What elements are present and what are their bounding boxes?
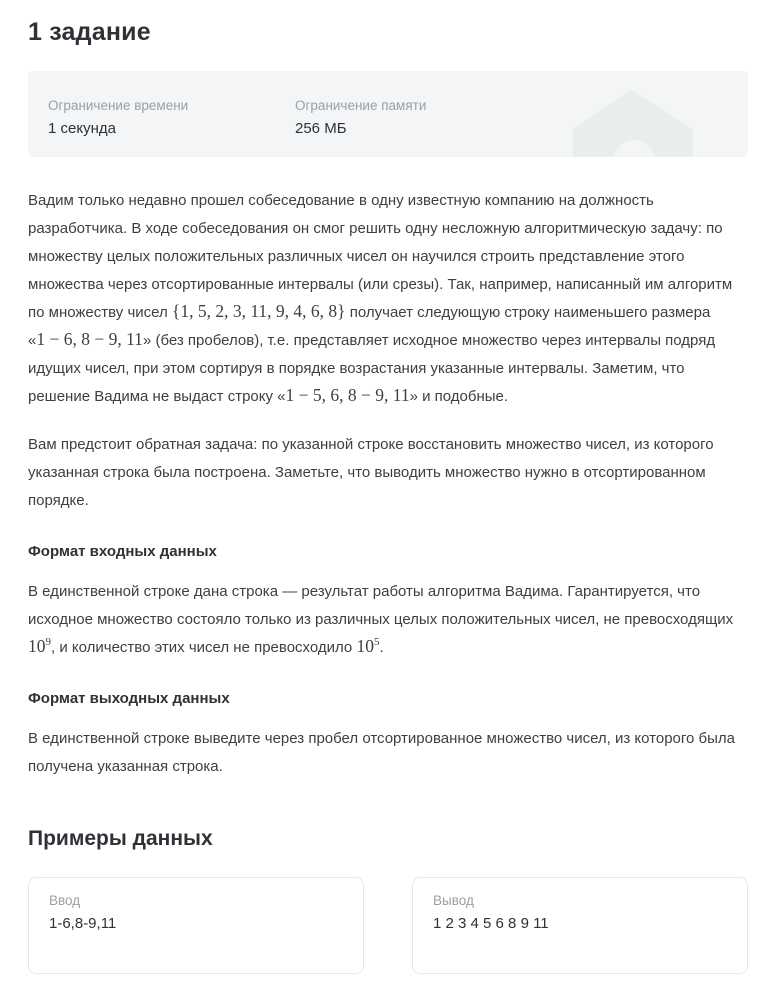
output-format-paragraph: В единственной строке выведите через пробел отсортированное множество чисел, из которого была получена указанная строка. [28, 730, 736, 775]
inline-math: 1 − 5, 6, 8 − 9, 11 [285, 385, 410, 405]
sample-input-value: 1-6,8-9,11 [49, 915, 117, 932]
sample-input-box [28, 877, 364, 974]
samples-section [28, 877, 748, 974]
time-limit-value: 1 секунда [48, 120, 116, 137]
time-limit-label: Ограничение времени [48, 98, 189, 113]
inline-math: $10^5$ [356, 636, 380, 656]
statement-task-paragraph: Вам предстоит обратная задача: по указанной строке восстановить множество чисел, из которого указанная строка была построена. Заметьте, что выводить множество нужно в отсортированном порядке. [28, 436, 714, 509]
output-format-heading: Формат выходных данных [28, 690, 230, 707]
sample-output-label: Вывод [433, 893, 474, 908]
samples-title: Примеры данных [28, 827, 213, 850]
limits-panel [28, 71, 748, 157]
house-arch-logo-icon [568, 91, 700, 157]
memory-limit-value: 256 МБ [295, 120, 347, 137]
memory-limit [295, 98, 426, 157]
sample-output-box [412, 877, 748, 974]
memory-limit-label: Ограничение памяти [295, 98, 427, 113]
problem-statement [28, 187, 748, 781]
inline-math: $10^9$ [28, 636, 51, 656]
sample-output-value: 1 2 3 4 5 6 8 9 11 [433, 915, 549, 932]
inline-math: {1, 5, 2, 3, 11, 9, 4, 6, 8} [171, 301, 346, 321]
input-format-paragraph: В единственной строке дана строка — результат работы алгоритма Вадима. Гарантируется, что исходное множество состояло только из различных целых положительных чисел, не превосходящих $10^9$, и количество этих чисел не превосходило $10^5$. [28, 583, 734, 656]
time-limit [48, 98, 295, 157]
page-title: 1 задание [28, 18, 151, 46]
input-format-heading: Формат входных данных [28, 543, 217, 560]
inline-math: 1 − 6, 8 − 9, 11 [36, 329, 143, 349]
sample-input-label: Ввод [49, 893, 81, 908]
statement-intro-paragraph: Вадим только недавно прошел собеседование в одну известную компанию на должность разработчика. В ходе собеседования он смог решить одну несложную алгоритмическую задачу: по множеству целых положительных различных чисел он научился строить представление этого множества через отсортированные интервалы (или срезы). Так, например, написанный им алгоритм по множеству чисел {1, 5, 2, 3, 11, 9, 4, 6, 8} получает следующую строку наименьшего размера «1 − 6, 8 − 9, 11» (без пробелов), т.е. представляет исходное множество через интервалы подряд идущих чисел, при этом сортируя в порядке возрастания указанные интервалы. Заметим, что решение Вадима не выдаст строку «1 − 5, 6, 8 − 9, 11» и подобные. [28, 192, 733, 405]
